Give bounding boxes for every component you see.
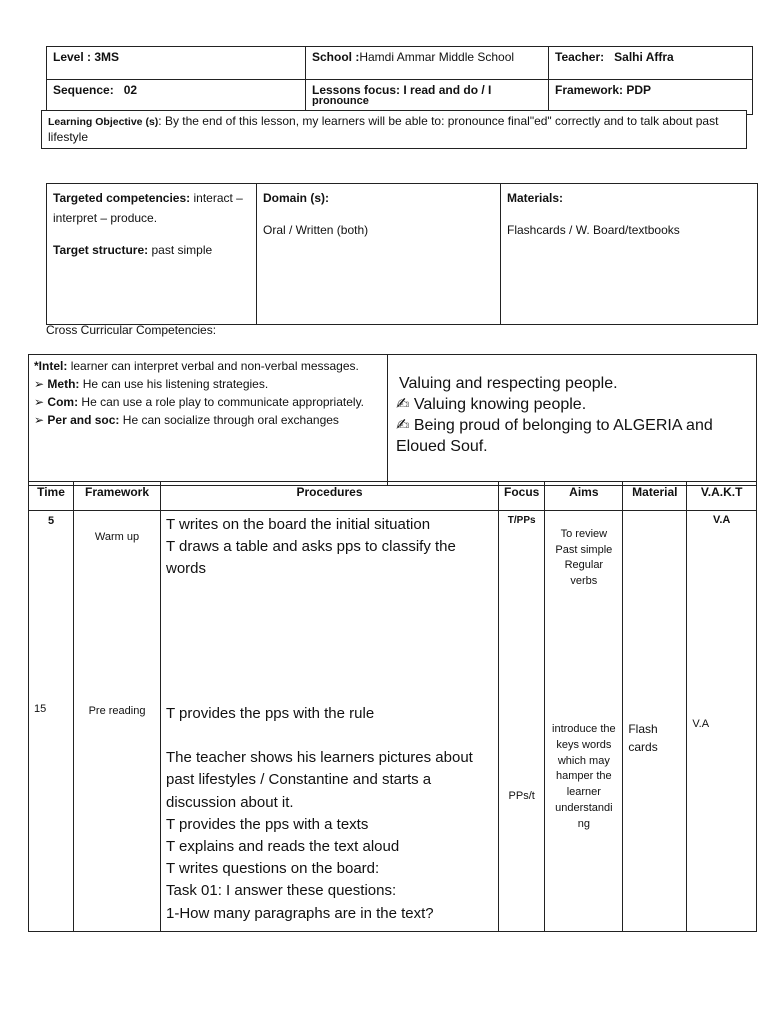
procedures-cell [161, 700, 499, 932]
procedure-spacer [166, 725, 493, 747]
targeted-label: Targeted competencies: [53, 191, 191, 205]
level-cell [47, 47, 306, 80]
meth-label: Meth: [47, 377, 80, 391]
domain-cell [257, 184, 501, 325]
col-header-aims: Aims [545, 482, 623, 511]
focus-value: T/PPs [507, 515, 536, 526]
intel-label: *Intel: [34, 359, 68, 373]
procedures-table [28, 481, 757, 932]
vakt-cell: V.A [687, 700, 757, 932]
col-header-procedures: Procedures [161, 482, 499, 511]
domain-label: Domain (s): [263, 191, 329, 205]
level-label: Level : [53, 50, 92, 64]
time-cell [29, 511, 74, 701]
procedure-line: 1-How many paragraphs are in the text? [166, 904, 434, 922]
com-text: He can use a role play to communicate appropriately. [81, 395, 365, 409]
values-cell [388, 355, 757, 486]
col-header-framework: Framework [74, 482, 161, 511]
material-cell: Flash cards [623, 700, 687, 932]
col-header-time: Time [29, 482, 74, 511]
level-value: 3MS [94, 50, 120, 64]
targeted-value: interact – interpret – produce. [53, 191, 243, 225]
objective-text: : By the end of this lesson, my learners will be able to: pronounce final"ed" correctly and to talk about past lifestyle [48, 114, 719, 144]
materials-cell [501, 184, 758, 325]
framework-label: Framework: [555, 83, 624, 97]
meth-text: He can use his listening strategies. [82, 377, 269, 391]
aims-cell: introduce the keys words which may hamper the learner understandi ng [545, 700, 623, 932]
framework-value: PDP [626, 83, 652, 97]
time-value: 5 [47, 515, 55, 527]
writing-hand-icon: ✍ [396, 417, 410, 434]
col-header-vakt: V.A.K.T [687, 482, 757, 511]
values-line-3: Being proud of belonging to ALGERIA and Eloued Souf. [396, 417, 713, 455]
procedures-cell [161, 511, 499, 701]
bullet-arrow-icon: ➢ [34, 413, 45, 427]
aims-cell: To review Past simple Regular verbs [545, 511, 623, 701]
bullet-arrow-icon: ➢ [34, 395, 45, 409]
teacher-label: Teacher: [555, 50, 605, 64]
col-header-focus: Focus [499, 482, 545, 511]
bullet-arrow-icon: ➢ [34, 377, 45, 391]
focus-cell [499, 511, 545, 701]
framework-value-cell: Warm up [74, 511, 161, 701]
com-label: Com: [47, 395, 79, 409]
sequence-label: Sequence: [53, 83, 114, 97]
lessons-focus-cut: pronounce [312, 97, 369, 106]
vakt-cell [687, 511, 757, 701]
writing-hand-icon: ✍ [396, 396, 410, 413]
values-line-2: Valuing knowing people. [413, 396, 587, 413]
soc-label: Per and soc: [47, 413, 120, 427]
materials-label: Materials: [507, 191, 564, 205]
vakt-value: V.A [713, 514, 731, 526]
procedure-line: T provides the pps with a texts [166, 815, 369, 833]
values-line-1: Valuing and respecting people. [399, 375, 618, 392]
teacher-value: Salhi Affra [614, 50, 674, 64]
framework-value-cell: Pre reading [74, 700, 161, 932]
focus-cell: PPs/t [499, 700, 545, 932]
procedure-line: T writes on the board the initial situation [166, 516, 431, 533]
competencies-table [46, 183, 758, 325]
school-label: School : [312, 50, 360, 64]
procedure-line: T explains and reads the text aloud [166, 838, 400, 856]
soc-text: He can socialize through oral exchanges [122, 413, 339, 427]
school-value: Hamdi Ammar Middle School [359, 50, 515, 64]
materials-value: Flashcards / W. Board/textbooks [507, 223, 680, 237]
table-row [29, 511, 757, 701]
targeted-competencies-cell [47, 184, 257, 325]
procedure-line: T draws a table and asks pps to classify the words [166, 538, 456, 578]
teacher-cell [549, 47, 753, 80]
lessons-focus: Lessons focus: I read and do / I [312, 83, 492, 97]
table-row [29, 700, 757, 932]
structure-value: past simple [151, 243, 213, 257]
header-table [46, 46, 753, 115]
material-cell [623, 511, 687, 701]
learning-objective-box [41, 110, 747, 149]
sequence-value: 02 [123, 83, 138, 97]
school-cell [306, 47, 549, 80]
procedure-line: Task 01: I answer these questions: [166, 882, 397, 900]
intel-text: learner can interpret verbal and non-verbal messages. [70, 359, 359, 373]
objective-label: Learning Objective (s) [48, 116, 159, 128]
procedure-line: T writes questions on the board: [166, 860, 380, 878]
col-header-material: Material [623, 482, 687, 511]
time-cell: 15 [29, 700, 74, 932]
domain-value: Oral / Written (both) [263, 223, 369, 237]
competency-values-table [28, 354, 757, 486]
structure-label: Target structure: [53, 243, 149, 257]
procedure-line: T provides the pps with the rule [166, 705, 375, 722]
intel-cell [29, 355, 388, 486]
cross-curricular-label: Cross Curricular Competencies: [46, 323, 217, 337]
procedure-line: The teacher shows his learners pictures about past lifestyles / Constantine and starts a discussion about it. [166, 749, 473, 811]
